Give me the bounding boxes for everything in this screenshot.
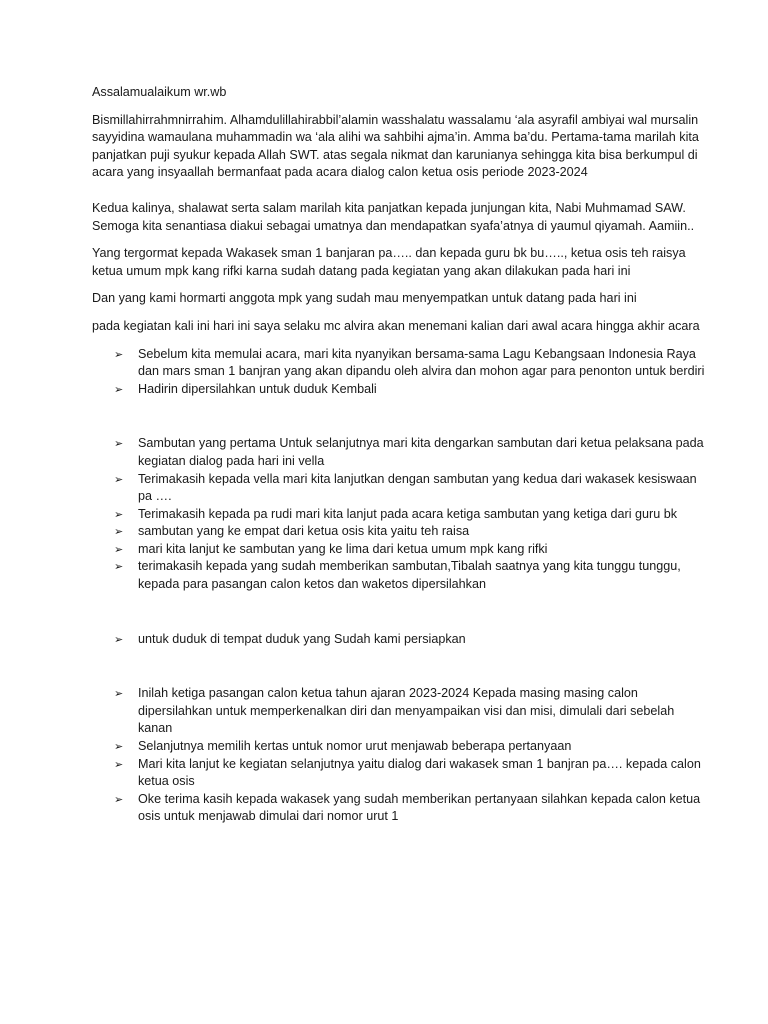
list-item-text: Hadirin dipersilahkan untuk duduk Kembali: [138, 381, 377, 396]
list-item: [92, 506, 712, 524]
list-item: [92, 791, 712, 826]
arrow-bullet-icon: ➢: [114, 525, 124, 539]
list-item: [92, 541, 712, 559]
list-item-text: Sambutan yang pertama Untuk selanjutnya mari kita dengarkan sambutan dari ketua pelaksana pada kegiatan dialog pada hari ini vella: [138, 436, 704, 468]
list-item-text: Mari kita lanjut ke kegiatan selanjutnya yaitu dialog dari wakasek sman 1 banjran pa…. kepada calon ketua osis: [138, 756, 701, 789]
list-item: [92, 435, 712, 470]
list-item-text: untuk duduk di tempat duduk yang Sudah kami persiapkan: [138, 631, 466, 646]
paragraph-respected-guests: Yang tergormat kepada Wakasek sman 1 banjaran pa….. dan kepada guru bk bu….., ketua osis teh raisya ketua umum mpk kang rifki karna sudah datang pada kegiatan yang akan dilakukan pada hari ini: [92, 246, 686, 278]
list-item: [92, 631, 712, 649]
list-item: [92, 756, 712, 791]
arrow-bullet-icon: ➢: [114, 757, 124, 771]
list-item: [92, 523, 712, 541]
arrow-bullet-icon: ➢: [114, 542, 124, 556]
list-item-text: terimakasih kepada yang sudah memberikan sambutan,Tibalah saatnya yang kita tunggu tunggu, kepada para pasangan calon ketos dan waketos dipersilahkan: [138, 559, 681, 592]
greeting: Assalamualaikum wr.wb: [92, 85, 227, 99]
bullet-list-seating: [92, 631, 712, 649]
arrow-bullet-icon: ➢: [114, 687, 124, 701]
list-item-text: Inilah ketiga pasangan calon ketua tahun ajaran 2023-2024 Kepada masing masing calon dipersilahkan untuk memperkenalkan diri dan menyampaikan visi dan misi, dimulali dari sebelah kanan: [138, 686, 675, 736]
list-item: [92, 381, 712, 399]
list-item: [92, 346, 712, 381]
arrow-bullet-icon: ➢: [114, 437, 124, 451]
bullet-list-dialog: [92, 685, 712, 826]
arrow-bullet-icon: ➢: [114, 382, 124, 396]
arrow-bullet-icon: ➢: [114, 632, 124, 646]
paragraph-opening: Bismillahirrahmnirrahim. Alhamdulillahirabbil’alamin wasshalatu wassalamu ‘ala asyrafil ambiyai wal mursalin sayyidina wamaulana muhammadin wa ‘ala alihi wa sahbihi ajma’in. Amma ba’du. Pertama-tama marilah kita panjatkan puji syukur kepada Allah SWT. atas segala nikmat dan karunianya sehingga kita bisa berkumpul di acara yang insyaallah bermanfaat pada acara dialog calon ketua osis periode 2023-2024: [92, 112, 699, 180]
document-page: [92, 84, 712, 826]
list-item-text: Sebelum kita memulai acara, mari kita nyanyikan bersama-sama Lagu Kebangsaan Indonesia Raya dan mars sman 1 banjran yang akan dipandu oleh alvira dan mohon agar para penonton untuk berdiri: [138, 346, 705, 379]
arrow-bullet-icon: ➢: [114, 472, 124, 486]
list-item-text: Terimakasih kepada pa rudi mari kita lanjut pada acara ketiga sambutan yang ketiga dari guru bk: [138, 506, 678, 521]
arrow-bullet-icon: ➢: [114, 792, 124, 806]
list-item: [92, 685, 712, 738]
list-item: [92, 558, 712, 593]
arrow-bullet-icon: ➢: [114, 560, 124, 574]
list-item-text: Oke terima kasih kepada wakasek yang sudah memberikan pertanyaan silahkan kepada calon ketua osis untuk menjawab dimulai dari nomor urut 1: [138, 791, 701, 824]
list-item-text: Selanjutnya memilih kertas untuk nomor urut menjawab beberapa pertanyaan: [138, 739, 572, 754]
list-item: [92, 471, 712, 506]
list-item-text: sambutan yang ke empat dari ketua osis kita yaitu teh raisa: [138, 524, 470, 539]
paragraph-mc-intro: pada kegiatan kali ini hari ini saya selaku mc alvira akan menemani kalian dari awal acara hingga akhir acara: [92, 318, 700, 333]
arrow-bullet-icon: ➢: [114, 507, 124, 521]
list-item-text: mari kita lanjut ke sambutan yang ke lima dari ketua umum mpk kang rifki: [138, 541, 548, 556]
bullet-list-speeches: [92, 435, 712, 593]
arrow-bullet-icon: ➢: [114, 740, 124, 754]
list-item-text: Terimakasih kepada vella mari kita lanjutkan dengan sambutan yang kedua dari wakasek kesiswaan pa ….: [138, 471, 697, 504]
arrow-bullet-icon: ➢: [114, 347, 124, 361]
bullet-list-opening: [92, 346, 712, 399]
list-item: [92, 738, 712, 756]
paragraph-shalawat: Kedua kalinya, shalawat serta salam marilah kita panjatkan kepada junjungan kita, Nabi Muhmamad SAW. Semoga kita senantiasa diakui sebagai umatnya dan mendapatkan syafa’atnya di yaumul qiyamah. Aamiin..: [92, 200, 695, 233]
paragraph-mpk-members: Dan yang kami hormarti anggota mpk yang sudah mau menyempatkan untuk datang pada hari ini: [92, 291, 637, 306]
